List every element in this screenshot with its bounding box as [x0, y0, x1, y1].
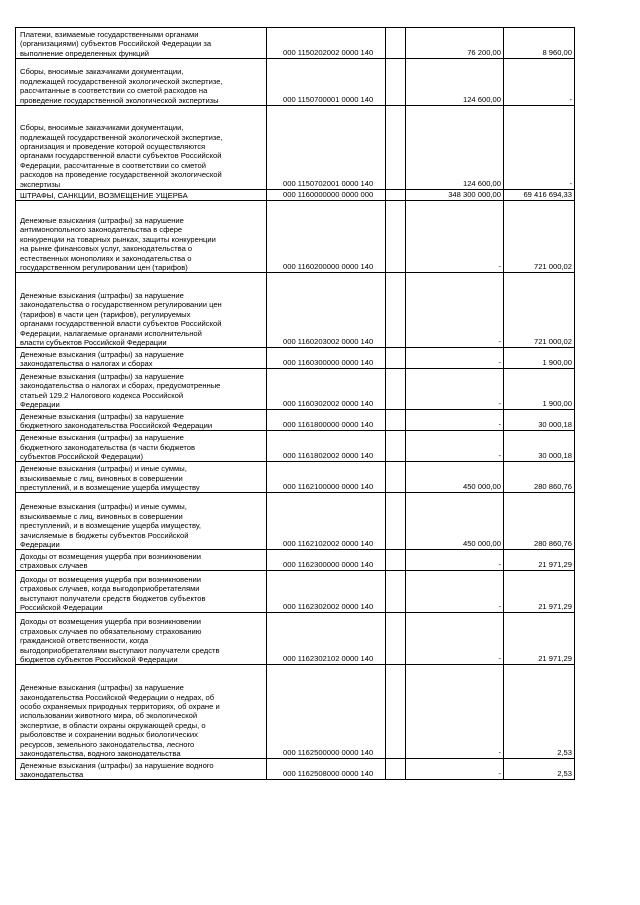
- row-name: Сборы, вносимые заказчиками документации, подлежащей государственной экологической экспертизе, рассчитанные в соответствии со сметой расходов на проведение государственной экологической экспертизы: [20, 67, 223, 105]
- row-name: Денежные взыскания (штрафы) и иные суммы, взыскиваемые с лиц, виновных в совершении преступлений, и в возмещение ущерба имуществу: [20, 464, 200, 492]
- row-code: 000 1162102002 0000 140: [283, 539, 374, 548]
- row-spacer-cell: [386, 493, 406, 550]
- row-name-cell: [16, 59, 267, 106]
- row-spacer-cell: [386, 462, 406, 493]
- table-row: [16, 106, 575, 190]
- row-code: 000 1162302102 0000 140: [283, 654, 374, 663]
- row-plan-cell: [406, 410, 504, 431]
- row-name: Денежные взыскания (штрафы) за нарушение водного законодательства: [20, 760, 214, 779]
- row-plan-cell: [406, 613, 504, 665]
- row-plan: -: [498, 337, 501, 346]
- row-code-cell: [267, 273, 386, 348]
- report-rows: [16, 28, 575, 780]
- row-code: 000 1161802002 0000 140: [283, 451, 374, 460]
- row-plan: 348 300 000,00: [448, 190, 501, 199]
- row-code: 000 1160302002 0000 140: [283, 399, 374, 408]
- row-code: 000 1162508000 0000 140: [283, 769, 374, 778]
- row-name-cell: [16, 106, 267, 190]
- row-code: 000 1162500000 0000 140: [283, 748, 374, 757]
- row-fact: 1 900,00: [542, 358, 572, 367]
- table-row: [16, 759, 575, 780]
- row-name: Сборы, вносимые заказчиками документации, подлежащей государственной экологической экспертизе, организация и проведение которой осуществляются органами государственной власти субъектов Российской Федерации, рассчитанные в соответствии со сметой расходов на проведение государственной экологической экспертизы: [20, 123, 223, 189]
- row-name-cell: [16, 190, 267, 201]
- row-code-cell: [267, 106, 386, 190]
- row-spacer-cell: [386, 59, 406, 106]
- row-spacer-cell: [386, 571, 406, 613]
- row-fact-cell: [504, 348, 575, 369]
- row-spacer-cell: [386, 410, 406, 431]
- row-code-cell: [267, 28, 386, 59]
- row-plan: 450 000,00: [462, 539, 501, 548]
- row-code-cell: [267, 59, 386, 106]
- row-fact-cell: [504, 759, 575, 780]
- row-fact-cell: [504, 613, 575, 665]
- row-spacer-cell: [386, 201, 406, 273]
- row-fact: 2,53: [557, 769, 572, 778]
- row-name: Денежные взыскания (штрафы) за нарушение законодательства Российской Федерации о недрах, об особо охраняемых природных территориях, об охране и использовании животного мира, об экологической экспертизе, в области охраны окружающей среды, о рыболовстве и сохранении водных биологических ресурсов, земельного законодательства, лесного законодательства, водного законодательства: [20, 683, 220, 758]
- row-spacer-cell: [386, 28, 406, 59]
- row-fact-cell: [504, 106, 575, 190]
- row-spacer-cell: [386, 550, 406, 571]
- row-spacer-cell: [386, 431, 406, 462]
- row-fact: 280 860,76: [533, 539, 572, 548]
- row-name-cell: [16, 550, 267, 571]
- row-fact-cell: [504, 665, 575, 759]
- row-spacer-cell: [386, 348, 406, 369]
- row-fact: 280 860,76: [533, 482, 572, 491]
- row-plan: -: [498, 602, 501, 611]
- row-code: 000 1150700001 0000 140: [283, 94, 374, 104]
- table-row: [16, 348, 575, 369]
- row-plan-cell: [406, 201, 504, 273]
- row-fact: 21 971,29: [538, 560, 572, 569]
- row-fact-cell: [504, 462, 575, 493]
- row-plan-cell: [406, 106, 504, 190]
- row-plan-cell: [406, 550, 504, 571]
- row-code-cell: [267, 571, 386, 613]
- row-code: 000 1161800000 0000 140: [283, 420, 374, 429]
- row-code-cell: [267, 348, 386, 369]
- row-plan: -: [498, 654, 501, 663]
- table-row: [16, 571, 575, 613]
- row-plan-cell: [406, 28, 504, 59]
- row-code: 000 1160300000 0000 140: [283, 358, 374, 367]
- row-name-cell: [16, 273, 267, 348]
- row-plan: 124 600,00: [462, 94, 501, 104]
- table-row: [16, 273, 575, 348]
- row-name-cell: [16, 410, 267, 431]
- row-plan: -: [498, 399, 501, 408]
- row-name-cell: [16, 759, 267, 780]
- row-code-cell: [267, 369, 386, 410]
- table-row: [16, 550, 575, 571]
- row-fact: 30 000,18: [538, 420, 572, 429]
- row-name-cell: [16, 201, 267, 273]
- row-code-cell: [267, 613, 386, 665]
- row-code: 000 1160200000 0000 140: [283, 262, 374, 271]
- row-code-cell: [267, 493, 386, 550]
- row-code: 000 1160000000 0000 000: [283, 190, 374, 199]
- row-name-cell: [16, 462, 267, 493]
- table-row: [16, 665, 575, 759]
- row-fact: 21 971,29: [538, 654, 572, 663]
- row-fact-cell: [504, 28, 575, 59]
- table-row: [16, 28, 575, 59]
- row-code-cell: [267, 759, 386, 780]
- row-spacer-cell: [386, 190, 406, 201]
- row-code-cell: [267, 190, 386, 201]
- row-code: 000 1162100000 0000 140: [283, 482, 374, 491]
- row-spacer-cell: [386, 369, 406, 410]
- row-fact-cell: [504, 571, 575, 613]
- row-fact-cell: [504, 201, 575, 273]
- row-code: 000 1150702001 0000 140: [283, 178, 374, 188]
- row-plan-cell: [406, 190, 504, 201]
- row-plan-cell: [406, 273, 504, 348]
- row-plan-cell: [406, 348, 504, 369]
- row-spacer-cell: [386, 665, 406, 759]
- row-plan-cell: [406, 665, 504, 759]
- table-row: [16, 59, 575, 106]
- row-fact: 721 000,02: [533, 337, 572, 346]
- row-name: Денежные взыскания (штрафы) за нарушение законодательства о государственном регулировании цен (тарифов) в части цен (тарифов), регулируемых органами государственной власти субъектов Российской Федерации, налагаемые органами исполнительной власти субъектов Российской Федерации: [20, 290, 222, 347]
- row-fact-cell: [504, 190, 575, 201]
- revenue-report-table: [15, 27, 575, 780]
- row-plan-cell: [406, 493, 504, 550]
- row-spacer-cell: [386, 759, 406, 780]
- table-row: [16, 613, 575, 665]
- row-fact: 1 900,00: [542, 399, 572, 408]
- row-name-cell: [16, 348, 267, 369]
- row-spacer-cell: [386, 273, 406, 348]
- row-name-cell: [16, 665, 267, 759]
- table-row: [16, 369, 575, 410]
- row-plan: 76 200,00: [467, 47, 501, 57]
- row-plan-cell: [406, 462, 504, 493]
- row-fact-cell: [504, 550, 575, 571]
- row-name-cell: [16, 28, 267, 59]
- row-name-cell: [16, 571, 267, 613]
- row-fact: 69 416 694,33: [523, 190, 572, 199]
- table-row: [16, 462, 575, 493]
- row-name: Денежные взыскания (штрафы) за нарушение антимонопольного законодательства в сфере конкуренции на товарных рынках, защиты конкуренции на рынке финансовых услуг, законодательства о естественных монополиях и законодательства о государственном регулировании цен (тарифов): [20, 215, 216, 272]
- row-name: Доходы от возмещения ущерба при возникновении страховых случаев, когда выгодоприобретателями выступают получатели средств бюджетов субъектов Российской Федерации: [20, 574, 206, 612]
- row-fact: 30 000,18: [538, 451, 572, 460]
- row-fact: -: [569, 94, 572, 104]
- row-plan: -: [498, 358, 501, 367]
- table-row: [16, 493, 575, 550]
- row-name-cell: [16, 493, 267, 550]
- row-code-cell: [267, 665, 386, 759]
- row-fact-cell: [504, 59, 575, 106]
- row-plan: -: [498, 420, 501, 429]
- row-name: Денежные взыскания (штрафы) и иные суммы, взыскиваемые с лиц, виновных в совершении преступлений, и в возмещение ущерба имуществу, зачисляемые в бюджеты субъектов Российской Федерации: [20, 502, 201, 549]
- row-fact: 2,53: [557, 748, 572, 757]
- row-name: Денежные взыскания (штрафы) за нарушение законодательства о налогах и сборах, предусмотренные статьей 129.2 Налогового кодекса Российской Федерации: [20, 371, 221, 409]
- row-plan-cell: [406, 571, 504, 613]
- row-fact-cell: [504, 369, 575, 410]
- row-plan-cell: [406, 431, 504, 462]
- row-name-cell: [16, 613, 267, 665]
- row-plan: 124 600,00: [462, 178, 501, 188]
- row-fact: 721 000,02: [533, 262, 572, 271]
- row-code-cell: [267, 462, 386, 493]
- row-fact: -: [569, 178, 572, 188]
- row-plan-cell: [406, 59, 504, 106]
- row-code-cell: [267, 550, 386, 571]
- row-name: Денежные взыскания (штрафы) за нарушение законодательства о налогах и сборах: [20, 349, 184, 368]
- row-name: Доходы от возмещения ущерба при возникновении страховых случаев по обязательному страхованию гражданской ответственности, когда выгодоприобретателями выступают получатели средств бюджетов субъектов Российской Федерации: [20, 617, 220, 664]
- row-name: Доходы от возмещения ущерба при возникновении страховых случаев: [20, 551, 202, 570]
- row-plan: -: [498, 560, 501, 569]
- row-code-cell: [267, 201, 386, 273]
- row-name: Денежные взыскания (штрафы) за нарушение бюджетного законодательства (в части бюджетов субъектов Российской Федерации): [20, 433, 196, 461]
- row-plan-cell: [406, 759, 504, 780]
- row-plan-cell: [406, 369, 504, 410]
- row-spacer-cell: [386, 106, 406, 190]
- row-name-cell: [16, 369, 267, 410]
- row-fact-cell: [504, 273, 575, 348]
- row-code-cell: [267, 431, 386, 462]
- table-row: [16, 410, 575, 431]
- row-spacer-cell: [386, 613, 406, 665]
- row-plan: -: [498, 748, 501, 757]
- row-plan: -: [498, 451, 501, 460]
- table-row: [16, 190, 575, 201]
- row-fact: 8 960,00: [542, 47, 572, 57]
- row-name: ШТРАФЫ, САНКЦИИ, ВОЗМЕЩЕНИЕ УЩЕРБА: [20, 191, 188, 200]
- row-plan: 450 000,00: [462, 482, 501, 491]
- row-name: Платежи, взимаемые государственными органами (организациями) субъектов Российской Федерации за выполнение определенных функций: [20, 29, 212, 58]
- row-code: 000 1162302002 0000 140: [283, 602, 374, 611]
- row-fact-cell: [504, 431, 575, 462]
- table-row: [16, 201, 575, 273]
- row-fact-cell: [504, 410, 575, 431]
- row-code: 000 1162300000 0000 140: [283, 560, 374, 569]
- row-code-cell: [267, 410, 386, 431]
- row-fact: 21 971,29: [538, 602, 572, 611]
- row-name: Денежные взыскания (штрафы) за нарушение бюджетного законодательства Российской Федерации: [20, 411, 213, 430]
- row-fact-cell: [504, 493, 575, 550]
- row-plan: -: [498, 769, 501, 778]
- row-name-cell: [16, 431, 267, 462]
- row-code: 000 1160203002 0000 140: [283, 337, 374, 346]
- row-plan: -: [498, 262, 501, 271]
- row-code: 000 1150202002 0000 140: [283, 47, 374, 57]
- table-row: [16, 431, 575, 462]
